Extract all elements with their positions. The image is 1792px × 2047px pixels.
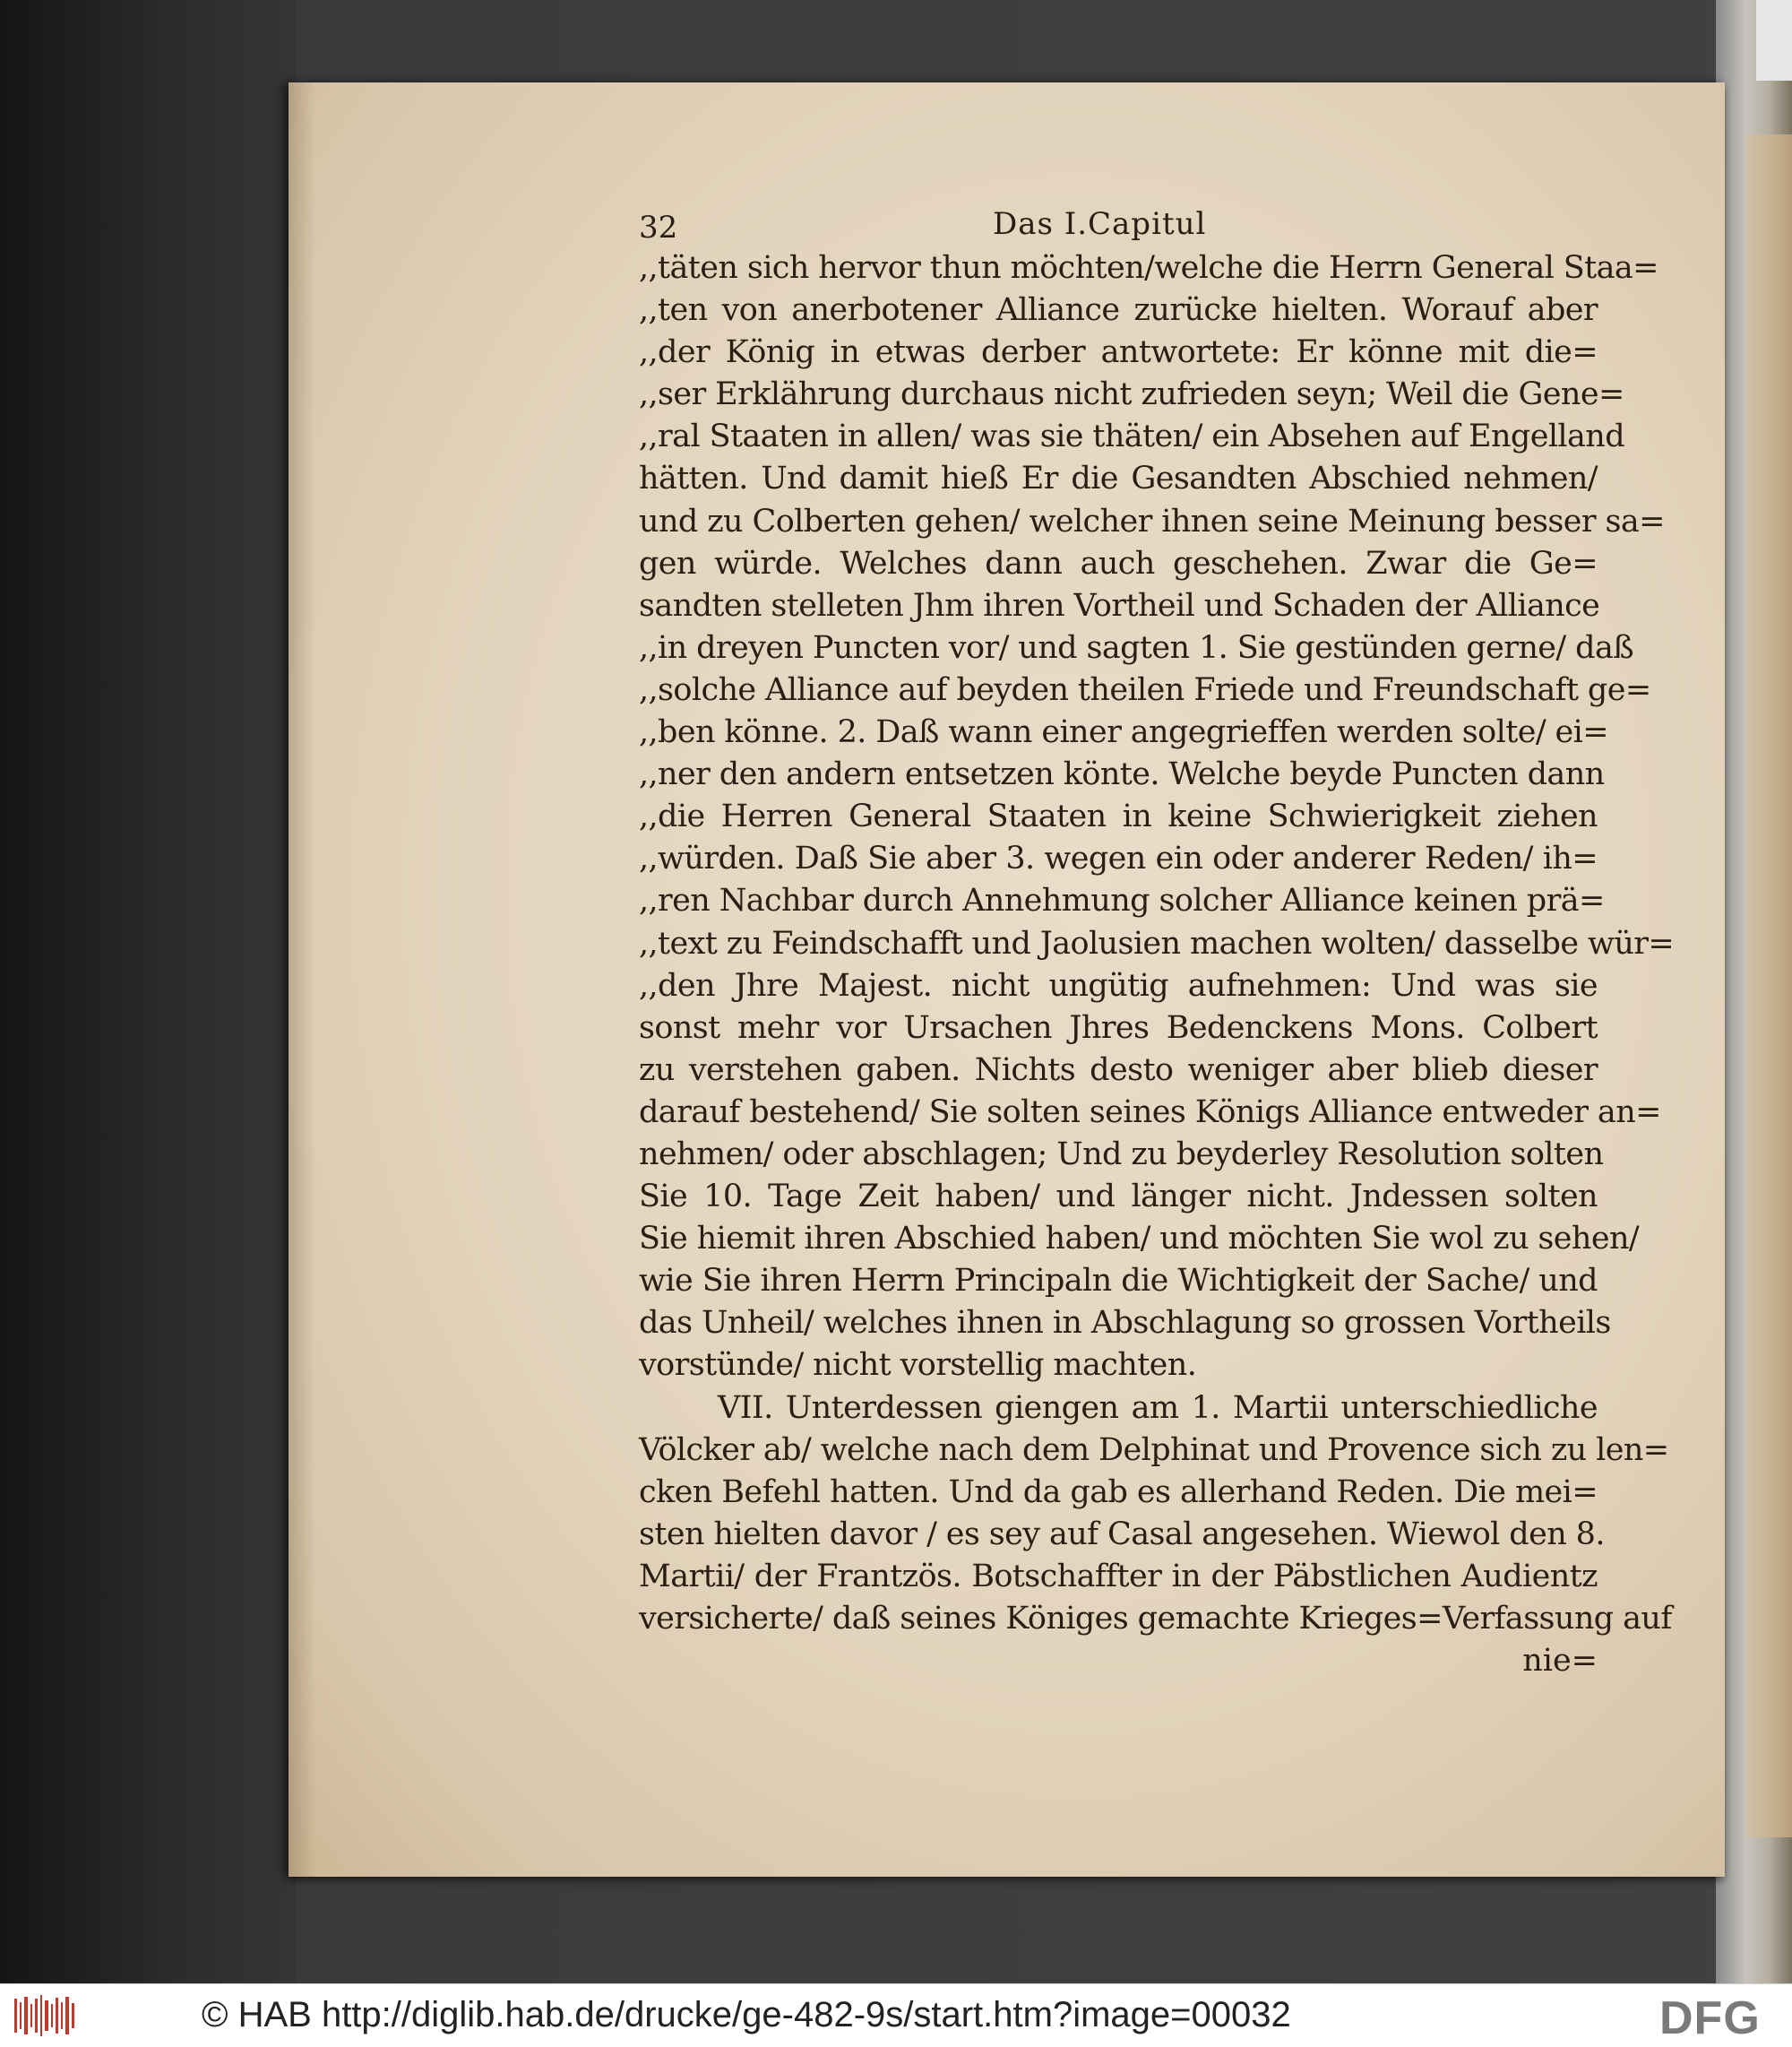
text-line: Sie 10. Tage Zeit haben/ und länger nicht. Jndessen solten	[639, 1179, 1598, 1215]
text-line: ,,täten sich hervor thun möchten/welche die Herrn General Staa=	[639, 250, 1658, 286]
text-line: ,,solche Alliance auf beyden theilen Friede und Freundschaft ge=	[639, 671, 1651, 708]
footer-bar	[0, 1983, 1792, 2047]
text-line: hätten. Und damit hieß Er die Gesandten Abschied nehmen/	[639, 461, 1598, 497]
text-line: zu verstehen gaben. Nichts desto weniger aber blieb dieser	[639, 1051, 1598, 1088]
text-line: nehmen/ oder abschlagen; Und zu beyderley Resolution solten	[639, 1136, 1604, 1172]
text-line: ,,ral Staaten in allen/ was sie thäten/ ein Absehen auf Engelland	[639, 419, 1625, 455]
text-line: ,,in dreyen Puncten vor/ und sagten 1. Sie gestünden gerne/ daß	[639, 629, 1633, 666]
next-page-edge	[1745, 134, 1792, 1837]
text-line: und zu Colberten gehen/ welcher ihnen seine Meinung besser sa=	[639, 503, 1665, 540]
text-line: ,,text zu Feindschafft und Jaolusien machen wolten/ dasselbe wür=	[639, 925, 1675, 962]
text-line: Martii/ der Frantzös. Botschaffter in der Päbstlichen Audientz	[639, 1558, 1598, 1594]
text-line: ,,ren Nachbar durch Annehmung solcher Alliance keinen prä=	[639, 883, 1605, 920]
copyright-url[interactable]: © HAB http://diglib.hab.de/drucke/ge-482-9s/start.htm?image=00032	[202, 1995, 1291, 2034]
header-title: Das I.Capitul	[993, 206, 1207, 242]
text-line: darauf bestehend/ Sie solten seines Königs Alliance entweder an=	[639, 1093, 1661, 1130]
text-line: ,,ser Erklährung durchaus nicht zufrieden seyn; Weil die Gene=	[639, 376, 1624, 413]
text-line: Völcker ab/ welche nach dem Delphinat und Provence sich zu len=	[639, 1431, 1669, 1468]
text-line: sten hielten davor / es sey auf Casal angesehen. Wiewol den 8.	[639, 1516, 1605, 1552]
text-line: versicherte/ daß seines Königes gemachte Krieges=Verfassung auf	[639, 1601, 1672, 1637]
text-line: ,,würden. Daß Sie aber 3. wegen ein oder anderer Reden/ ih=	[639, 841, 1598, 877]
body-text	[639, 247, 1675, 1640]
text-line: ,,die Herren General Staaten in keine Schwierigkeit ziehen	[639, 799, 1598, 835]
left-background	[0, 0, 296, 1983]
text-block	[639, 206, 1675, 1682]
text-line: sonst mehr vor Ursachen Jhres Bedenckens Mons. Colbert	[639, 1009, 1598, 1046]
text-line: das Unheil/ welches ihnen in Abschlagung so grossen Vortheils	[639, 1305, 1611, 1342]
text-line: sandten stelleten Jhm ihren Vortheil und Schaden der Alliance	[639, 587, 1600, 624]
text-line: VII. Unterdessen giengen am 1. Martii unterschiedliche	[718, 1389, 1598, 1426]
text-line: vorstünde/ nicht vorstellig machten.	[639, 1347, 1197, 1384]
text-line: ,,ner den andern entsetzen könte. Welche beyde Puncten dann	[639, 756, 1605, 793]
scan-corner	[1756, 0, 1792, 81]
text-line: gen würde. Welches dann auch geschehen. Zwar die Ge=	[639, 545, 1598, 582]
text-line: ,,ben könne. 2. Daß wann einer angegrieffen werden solte/ ei=	[639, 714, 1608, 751]
text-line: Sie hiemit ihren Abschied haben/ und möchten Sie wol zu sehen/	[639, 1221, 1640, 1257]
catchword: nie=	[1522, 1643, 1598, 1680]
running-head	[639, 206, 1598, 247]
text-line: ,,ten von anerbotener Alliance zurücke hielten. Worauf aber	[639, 292, 1598, 329]
text-line: ,,der König in etwas derber antwortete: Er könne mit die=	[639, 334, 1598, 371]
text-line: wie Sie ihren Herrn Principaln die Wichtigkeit der Sache/ und	[639, 1263, 1598, 1300]
dfg-logo: DFG	[1659, 1992, 1761, 2044]
text-line: ,,den Jhre Majest. nicht ungütig aufnehmen: Und was sie	[639, 967, 1598, 1004]
page-number: 32	[639, 210, 678, 246]
barcode-icon	[14, 1995, 75, 2036]
text-line: cken Befehl hatten. Und da gab es allerhand Reden. Die mei=	[639, 1473, 1598, 1510]
